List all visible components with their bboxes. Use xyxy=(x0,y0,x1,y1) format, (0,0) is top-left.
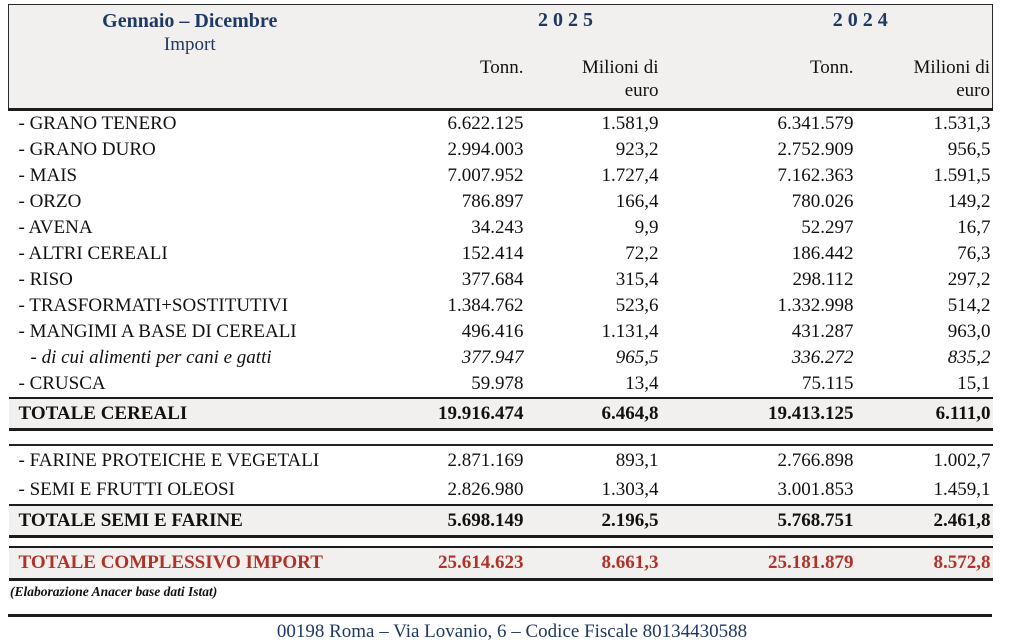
total-row-value: 6.464,8 xyxy=(526,398,661,430)
row-label: - RISO xyxy=(18,269,73,290)
total-row-label: TOTALE SEMI E FARINE xyxy=(9,505,371,537)
footer-address: 00198 Roma – Via Lovanio, 6 – Codice Fiscale 80134430588 xyxy=(276,621,748,642)
row-value: 523,6 xyxy=(615,295,659,316)
row-label: - AVENA xyxy=(18,217,93,238)
row-value: 496.416 xyxy=(461,321,524,342)
row-value: 186.442 xyxy=(791,243,854,264)
table-header xyxy=(9,5,993,110)
seeds-total-section xyxy=(9,505,993,580)
table-row xyxy=(9,137,993,163)
col-header-euro-line1: Milioni di xyxy=(913,57,990,78)
row-value: 2.871.169 xyxy=(371,445,526,475)
row-value: 2.752.909 xyxy=(777,139,854,160)
row-value: 6.341.579 xyxy=(777,113,854,134)
row-value: 2.826.980 xyxy=(447,479,524,500)
row-value: 1.531,3 xyxy=(933,113,991,134)
row-value: 297,2 xyxy=(947,269,991,290)
year-2024-header: 2 0 2 4 xyxy=(661,5,993,57)
row-value: 7.007.952 xyxy=(447,165,524,186)
section-spacer xyxy=(9,430,993,446)
row-label: - ALTRI CEREALI xyxy=(18,243,168,264)
col-header-tonn-2025: Tonn. xyxy=(371,56,526,110)
row-label: - MAIS xyxy=(18,165,78,186)
row-value: 1.002,7 xyxy=(856,445,993,475)
table-row xyxy=(9,293,993,319)
import-table-sheet xyxy=(8,4,992,600)
total-row-value: 5.698.149 xyxy=(371,505,526,537)
grand-total-value: 25.181.879 xyxy=(661,547,856,580)
row-value: 431.287 xyxy=(791,321,854,342)
grand-total-label: TOTALE COMPLESSIVO IMPORT xyxy=(9,547,371,580)
row-label: - ORZO xyxy=(18,191,82,212)
row-label: - di cui alimenti per cani e gatti xyxy=(30,347,272,368)
row-value: 893,1 xyxy=(526,445,661,475)
row-value: 956,5 xyxy=(947,139,991,160)
row-value: 786.897 xyxy=(461,191,524,212)
total-row-value: 2.196,5 xyxy=(526,505,661,537)
cereals-total-section xyxy=(9,398,993,445)
row-value: 3.001.853 xyxy=(777,479,854,500)
row-value: 835,2 xyxy=(947,347,991,368)
total-cereali-row xyxy=(9,398,993,430)
row-value: 6.622.125 xyxy=(447,113,524,134)
row-value: 72,2 xyxy=(625,243,659,264)
header-empty-cell xyxy=(9,56,371,110)
row-label: - GRANO DURO xyxy=(18,139,156,160)
header-columns-row xyxy=(9,56,993,110)
grand-total-row xyxy=(9,547,993,580)
source-footnote: (Elaborazione Anacer base dati Istat) xyxy=(10,584,218,599)
row-value: 52.297 xyxy=(801,217,854,238)
row-value: 1.384.762 xyxy=(447,295,524,316)
table-row xyxy=(9,345,993,371)
row-value: 780.026 xyxy=(791,191,854,212)
row-value: 377.684 xyxy=(461,269,524,290)
row-value: 15,1 xyxy=(957,373,991,394)
import-data-table xyxy=(8,4,993,581)
table-row xyxy=(9,475,993,505)
total-row-value: 6.111,0 xyxy=(856,398,993,430)
row-value: 34.243 xyxy=(471,217,524,238)
row-value: 2.766.898 xyxy=(661,445,856,475)
total-row-value: 19.916.474 xyxy=(371,398,526,430)
row-label: - CRUSCA xyxy=(18,373,106,394)
grand-total-value: 8.572,8 xyxy=(856,547,993,580)
row-value: 965,5 xyxy=(615,347,659,368)
row-value: 166,4 xyxy=(615,191,659,212)
header-period-cell xyxy=(9,5,371,57)
row-value: 377.947 xyxy=(461,347,524,368)
row-value: 336.272 xyxy=(791,347,854,368)
row-value: 1.459,1 xyxy=(933,479,991,500)
flow-label: Import xyxy=(163,34,216,55)
row-value: 298.112 xyxy=(792,269,854,290)
col-header-euro-2025 xyxy=(526,56,661,110)
total-semi-farine-row xyxy=(9,505,993,537)
table-row xyxy=(9,110,993,138)
col-header-euro-line2: euro xyxy=(956,80,990,101)
table-row xyxy=(9,163,993,189)
col-header-tonn-2024: Tonn. xyxy=(661,56,856,110)
row-value: 7.162.363 xyxy=(777,165,854,186)
row-label: - MANGIMI A BASE DI CEREALI xyxy=(18,321,297,342)
col-header-euro-2024 xyxy=(856,56,993,110)
row-value: 514,2 xyxy=(947,295,991,316)
table-row xyxy=(9,445,993,475)
row-value: 16,7 xyxy=(957,217,991,238)
row-label: - GRANO TENERO xyxy=(18,113,177,134)
table-row xyxy=(9,241,993,267)
header-year-row xyxy=(9,5,993,57)
col-header-euro-line2: euro xyxy=(624,80,659,101)
total-row-value: 2.461,8 xyxy=(856,505,993,537)
year-2025-header: 2 0 2 5 xyxy=(371,5,661,57)
row-value: 1.131,4 xyxy=(601,321,659,342)
table-row xyxy=(9,267,993,293)
period-title: Gennaio – Dicembre xyxy=(102,10,278,32)
row-value: 923,2 xyxy=(615,139,659,160)
table-row xyxy=(9,319,993,345)
total-row-value: 19.413.125 xyxy=(661,398,856,430)
table-row xyxy=(9,189,993,215)
row-value: 1.591,5 xyxy=(933,165,991,186)
table-row xyxy=(9,371,993,398)
row-label: - SEMI E FRUTTI OLEOSI xyxy=(18,479,235,500)
row-value: 149,2 xyxy=(947,191,991,212)
grand-total-value: 8.661,3 xyxy=(526,547,661,580)
row-value: 963,0 xyxy=(947,321,991,342)
row-value: 2.994.003 xyxy=(447,139,524,160)
row-value: 13,4 xyxy=(625,373,659,394)
row-value: 75.115 xyxy=(801,373,854,394)
row-value: 59.978 xyxy=(471,373,524,394)
total-row-value: 5.768.751 xyxy=(661,505,856,537)
total-row-label: TOTALE CEREALI xyxy=(9,398,371,430)
row-value: 1.727,4 xyxy=(601,165,659,186)
section-spacer xyxy=(9,537,993,548)
row-value: 152.414 xyxy=(461,243,524,264)
row-value: 1.581,9 xyxy=(601,113,659,134)
row-value: 9,9 xyxy=(634,217,659,238)
cereals-section xyxy=(9,110,993,399)
table-row xyxy=(9,215,993,241)
row-label: - FARINE PROTEICHE E VEGETALI xyxy=(9,445,371,475)
row-label: - TRASFORMATI+SOSTITUTIVI xyxy=(18,295,289,316)
row-value: 76,3 xyxy=(957,243,991,264)
row-value: 1.303,4 xyxy=(601,479,659,500)
grand-total-value: 25.614.623 xyxy=(371,547,526,580)
row-value: 1.332.998 xyxy=(777,295,854,316)
seeds-flours-section xyxy=(9,445,993,505)
col-header-euro-line1: Milioni di xyxy=(581,57,659,78)
bottom-divider xyxy=(8,614,992,617)
row-value: 315,4 xyxy=(615,269,659,290)
